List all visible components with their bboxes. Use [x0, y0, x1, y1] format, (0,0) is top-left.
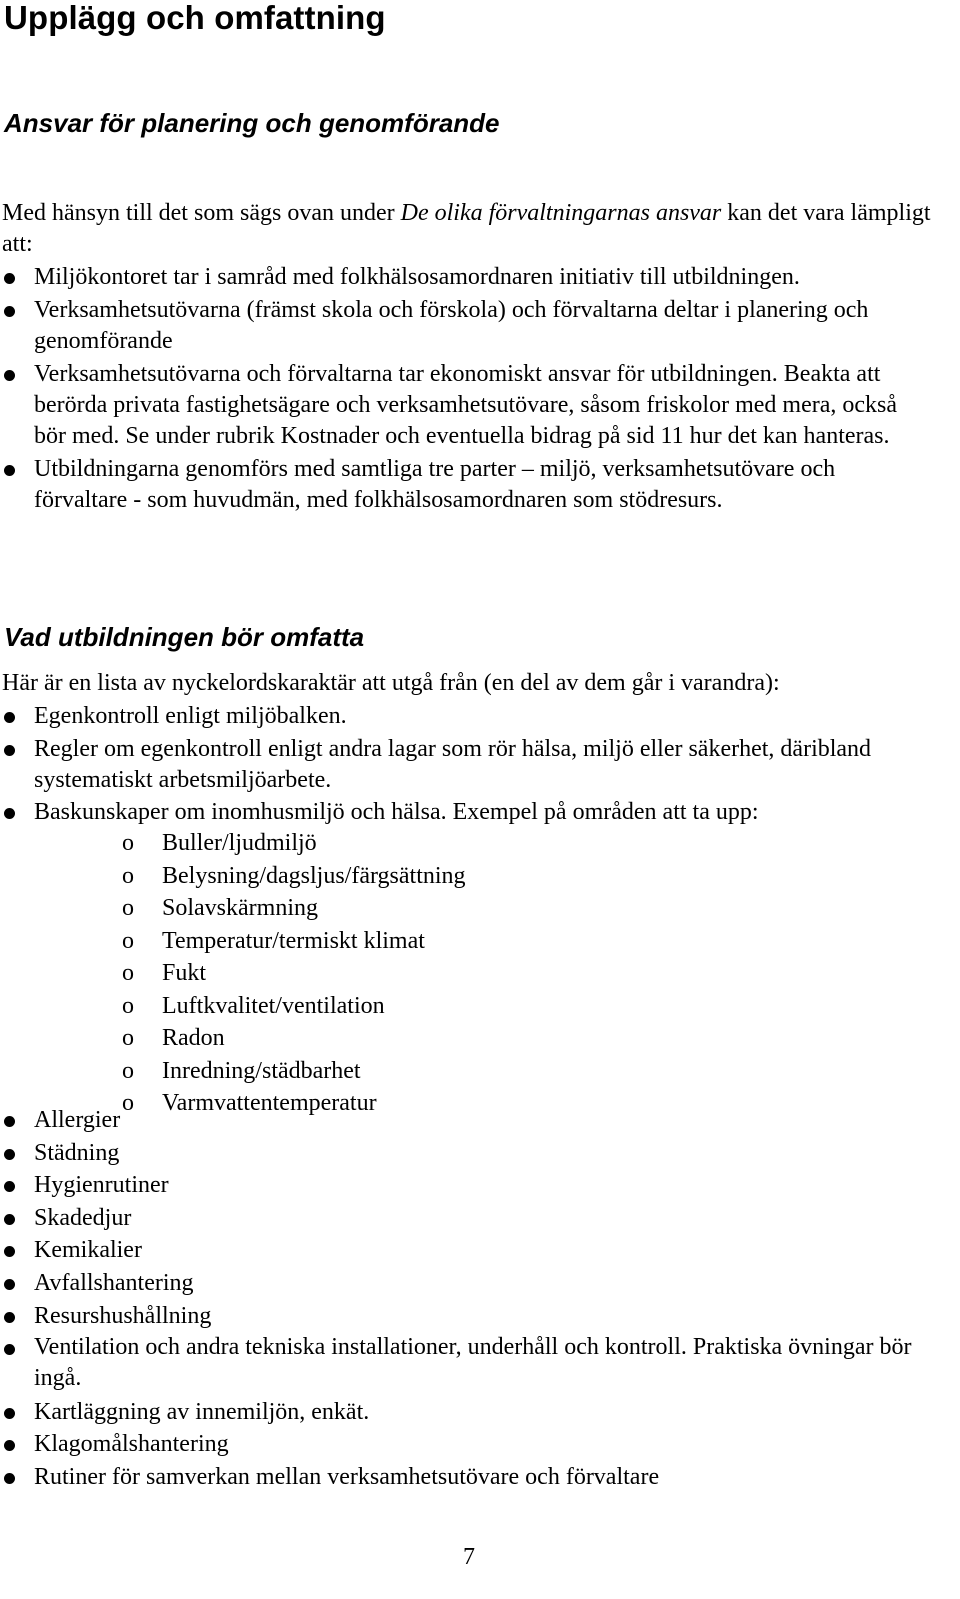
list-item	[0, 797, 930, 1119]
bullet-icon	[4, 273, 15, 284]
sublist-item-text: Temperatur/termiskt klimat	[162, 927, 425, 954]
intro-paragraph	[2, 198, 942, 260]
list-item	[0, 734, 930, 796]
bullet-icon	[4, 465, 15, 476]
bullet-icon	[4, 1246, 15, 1257]
sublist-item	[34, 991, 930, 1022]
list-item-text: Egenkontroll enligt miljöbalken.	[34, 703, 347, 729]
list-item-text: Avfallshantering	[34, 1269, 194, 1296]
sublist-item-text: Inredning/städbarhet	[162, 1057, 361, 1084]
list-item	[0, 262, 930, 293]
list-item	[0, 1332, 930, 1394]
list-item-text: Resurshushållning	[34, 1302, 212, 1329]
list-item	[0, 454, 930, 516]
sublist-item	[34, 1023, 930, 1054]
list-item	[0, 1428, 930, 1461]
list-item-text: Ventilation och andra tekniska installationer, underhåll och kontroll. Praktiska övningar bör ingå.	[34, 1334, 912, 1392]
sub-bullet-marker: o	[122, 1025, 134, 1051]
list-item-text: Allergier	[34, 1107, 121, 1133]
sublist-item	[34, 1056, 930, 1087]
list-item	[0, 295, 930, 357]
list-item	[0, 1202, 930, 1235]
sub-bullet-marker: o	[122, 895, 134, 921]
list-item-text: Verksamhetsutövarna (främst skola och förskola) och förvaltarna deltar i planering och genomförande	[34, 297, 869, 354]
section2-intro-paragraph: Här är en lista av nyckelordskaraktär att utgå från (en del av dem går i varandra):	[2, 670, 780, 696]
list-item-text: Baskunskaper om inomhusmiljö och hälsa. Exempel på områden att ta upp:	[34, 799, 759, 825]
sublist-item	[34, 861, 930, 892]
bullet-icon	[4, 1116, 15, 1127]
sublist-item	[34, 926, 930, 957]
responsibility-list	[0, 262, 930, 518]
topics-list	[0, 1104, 930, 1493]
intro-text-end: kan det vara lämpligt att:	[2, 200, 931, 257]
bullet-icon	[4, 808, 15, 819]
list-item-text: Kartläggning av innemiljön, enkät.	[34, 1398, 370, 1425]
list-item-text: Regler om egenkontroll enligt andra lagar som rör hälsa, miljö eller säkerhet, däribland systematiskt arbetsmiljöarbete.	[34, 735, 872, 793]
sub-bullet-marker: o	[122, 960, 134, 986]
list-item-text: Klagomålshantering	[34, 1431, 229, 1458]
sub-bullet-marker: o	[122, 830, 134, 856]
list-item	[0, 359, 930, 452]
list-item	[0, 1234, 930, 1267]
page-number: 7	[463, 1544, 475, 1570]
list-item-text: Verksamhetsutövarna och förvaltarna tar ekonomiskt ansvar för utbildningen. Beakta att berörda privata fastighetsägare och verksamhetsutövare, såsom friskolor med mera, också bör med. Se under rubrik Kostnader och eventuella bidrag på sid 11 hur det kan hanteras.	[34, 361, 898, 449]
sublist-item	[34, 958, 930, 989]
list-item-text: Rutiner för samverkan mellan verksamhetsutövare och förvaltare	[34, 1463, 660, 1490]
list-item-text: Skadedjur	[34, 1204, 132, 1231]
list-item-text: Utbildningarna genomförs med samtliga tre parter – miljö, verksamhetsutövare och förvaltare - som huvudmän, med folkhälsosamordnaren som stödresurs.	[34, 456, 836, 513]
list-item	[0, 1169, 930, 1202]
content-list	[0, 701, 930, 1121]
sublist-item	[34, 828, 930, 859]
intro-text-start: Med hänsyn till det som sägs ovan under	[2, 200, 401, 226]
sublist-item	[34, 893, 930, 924]
sublist-item-text: Buller/ljudmiljö	[162, 830, 317, 856]
list-item	[0, 1267, 930, 1300]
bullet-icon	[4, 306, 15, 317]
sublist-item-text: Solavskärmning	[162, 895, 318, 921]
bullet-icon	[4, 1473, 15, 1484]
bullet-icon	[4, 370, 15, 381]
bullet-icon	[4, 1149, 15, 1160]
sub-bullet-marker: o	[122, 927, 134, 954]
bullet-icon	[4, 1312, 15, 1323]
example-areas-sublist	[34, 828, 930, 1119]
intro-italic-reference: De olika förvaltningarnas ansvar	[400, 200, 722, 226]
bullet-icon	[4, 745, 15, 756]
bullet-icon	[4, 712, 15, 723]
sub-bullet-marker: o	[122, 1090, 134, 1116]
list-item-text: Kemikalier	[34, 1237, 142, 1264]
bullet-icon	[4, 1408, 15, 1419]
sublist-item-text: Luftkvalitet/ventilation	[162, 992, 385, 1019]
list-item-text: Hygienrutiner	[34, 1172, 169, 1199]
list-item-text: Städning	[34, 1139, 120, 1166]
section-heading-vad: Vad utbildningen bör omfatta	[4, 622, 365, 652]
list-item	[0, 701, 930, 732]
sub-bullet-marker: o	[122, 862, 134, 889]
sublist-item-text: Fukt	[162, 960, 207, 986]
bullet-icon	[4, 1181, 15, 1192]
bullet-icon	[4, 1214, 15, 1225]
bullet-icon	[4, 1279, 15, 1290]
sublist-item-text: Radon	[162, 1025, 225, 1051]
section-heading-ansvar: Ansvar för planering och genomförande	[4, 108, 500, 138]
list-item	[0, 1300, 930, 1333]
list-item	[0, 1461, 930, 1494]
list-item-text: Miljökontoret tar i samråd med folkhälsosamordnaren initiativ till utbildningen.	[34, 264, 800, 290]
list-item	[0, 1396, 930, 1429]
list-item	[0, 1137, 930, 1170]
bullet-icon	[4, 1344, 15, 1355]
sub-bullet-marker: o	[122, 1057, 134, 1084]
sub-bullet-marker: o	[122, 992, 134, 1019]
sublist-item-text: Belysning/dagsljus/färgsättning	[162, 862, 466, 889]
list-item	[0, 1104, 930, 1137]
bullet-icon	[4, 1440, 15, 1451]
page-title: Upplägg och omfattning	[4, 0, 386, 36]
sublist-item-text: Varmvattentemperatur	[162, 1090, 377, 1116]
